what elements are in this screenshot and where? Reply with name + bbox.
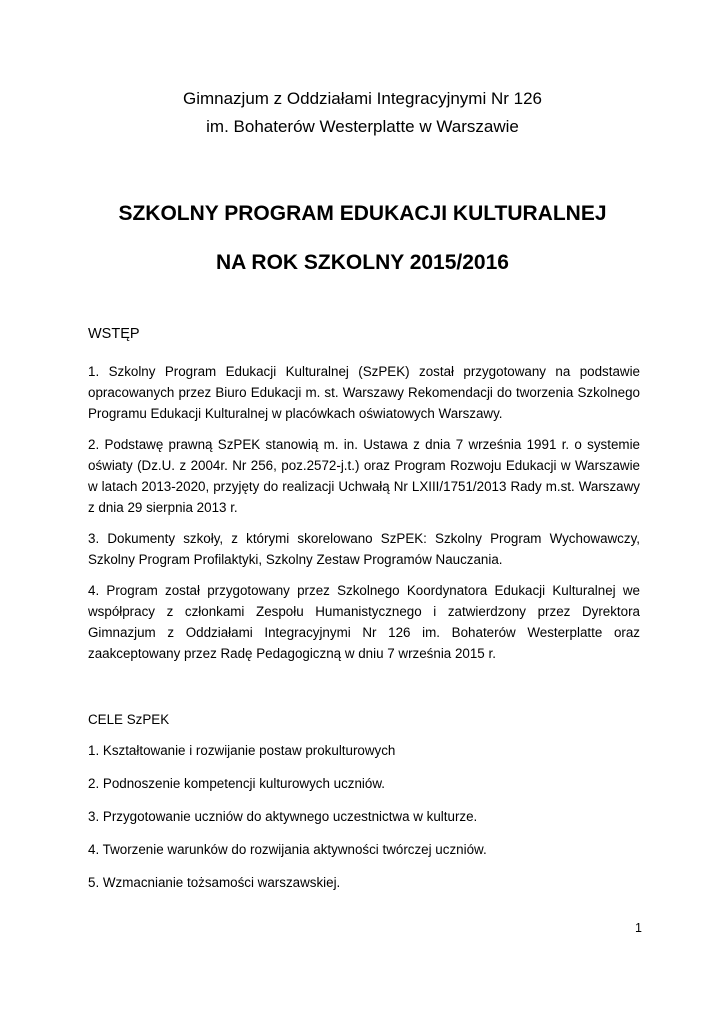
goal-item-1: 1. Kształtowanie i rozwijanie postaw prokulturowych xyxy=(88,743,396,758)
school-name-line-2: im. Bohaterów Westerplatte w Warszawie xyxy=(206,117,519,136)
document-title-line-1: SZKOLNY PROGRAM EDUKACJI KULTURALNEJ xyxy=(118,202,607,225)
goal-item-3: 3. Przygotowanie uczniów do aktywnego uczestnictwa w kulturze. xyxy=(88,809,478,824)
goal-item-5: 5. Wzmacnianie tożsamości warszawskiej. xyxy=(88,875,341,890)
goal-item-2: 2. Podnoszenie kompetencji kulturowych uczniów. xyxy=(88,776,385,791)
page-number: 1 xyxy=(635,921,642,935)
intro-paragraph-4: 4. Program został przygotowany przez Szkolnego Koordynatora Edukacji Kulturalnej we współpracy z członkami Zespołu Humanistycznego i zatwierdzony przez Dyrektora Gimnazjum z Oddziałami Integracyjnymi Nr 126 im. Bohaterów Westerplatte oraz zaakceptowany przez Radę Pedagogiczną w dniu 7 września 2015 r. xyxy=(88,583,640,661)
school-name-line-1: Gimnazjum z Oddziałami Integracyjnymi Nr 126 xyxy=(182,89,542,108)
document-title-line-2: NA ROK SZKOLNY 2015/2016 xyxy=(216,251,509,274)
intro-paragraph-2: 2. Podstawę prawną SzPEK stanowią m. in. Ustawa z dnia 7 września 1991 r. o systemie oświaty (Dz.U. z 2004r. Nr 256, poz.2572-j.t.) oraz Program Rozwoju Edukacji w Warszawie w latach 2013-2020, przyjęty do realizacji Uchwałą Nr LXIII/1751/2013 Rady m.st. Warszawy z dnia 29 sierpnia 2013 r. xyxy=(88,437,640,515)
intro-paragraph-1: 1. Szkolny Program Edukacji Kulturalnej (SzPEK) został przygotowany na podstawie opracowanych przez Biuro Edukacji m. st. Warszawy Rekomendacji do tworzenia Szkolnego Programu Edukacji Kulturalnej w placówkach oświatowych Warszawy. xyxy=(88,364,640,421)
goal-item-4: 4. Tworzenie warunków do rozwijania aktywności twórczej uczniów. xyxy=(88,842,487,857)
intro-paragraph-3: 3. Dokumenty szkoły, z którymi skorelowano SzPEK: Szkolny Program Wychowawczy, Szkolny Program Profilaktyki, Szkolny Zestaw Programów Nauczania. xyxy=(88,531,640,567)
intro-heading: WSTĘP xyxy=(88,326,140,342)
goals-heading: CELE SzPEK xyxy=(88,712,170,727)
